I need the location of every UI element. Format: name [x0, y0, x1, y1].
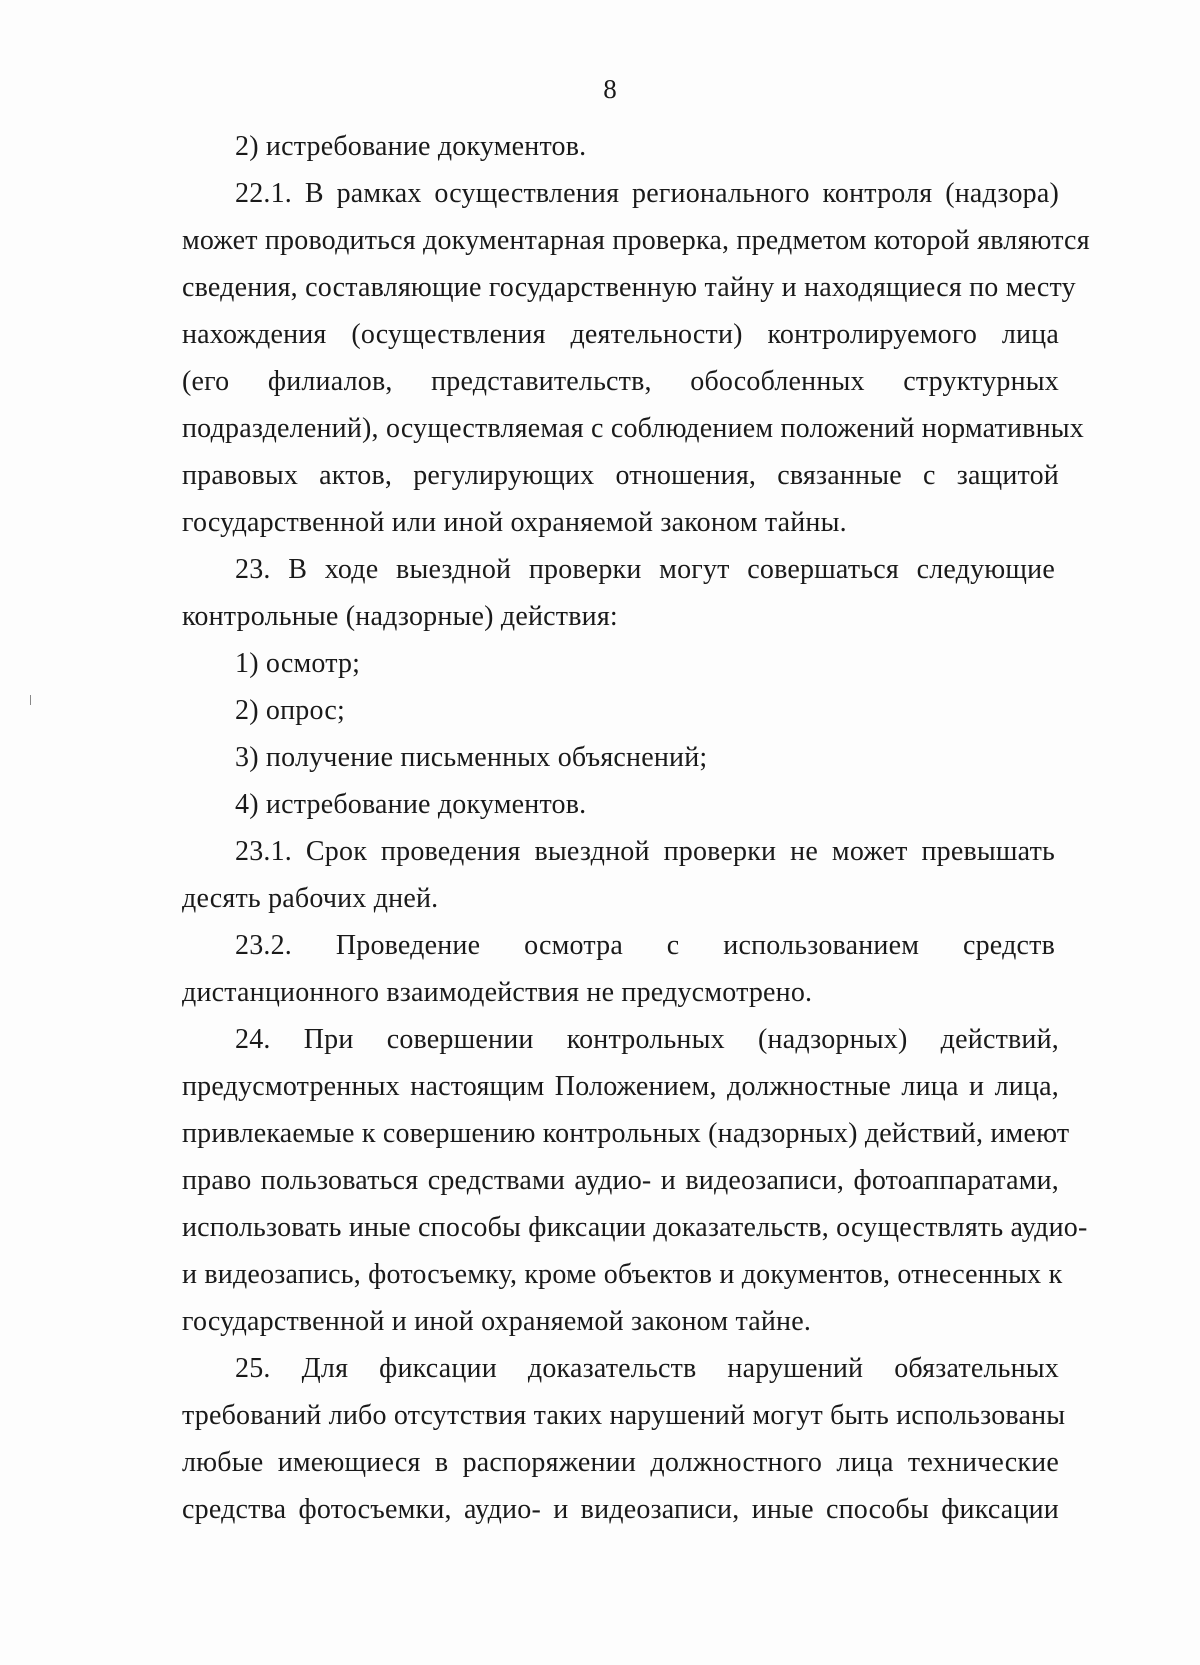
text-line: десять рабочих дней. — [182, 883, 439, 914]
text-line: 3) получение письменных объяснений; — [235, 742, 708, 773]
text-line: 22.1. В рамках осуществления регионального контроля (надзора) — [235, 178, 1059, 209]
text-line: требований либо отсутствия таких нарушений могут быть использованы — [182, 1400, 1066, 1431]
text-line: предусмотренных настоящим Положением, должностные лица и лица, — [182, 1071, 1059, 1102]
text-line: 23.1. Срок проведения выездной проверки не может превышать — [235, 836, 1055, 867]
text-line: подразделений), осуществляемая с соблюдением положений нормативных — [182, 413, 1084, 444]
text-line: дистанционного взаимодействия не предусмотрено. — [182, 977, 813, 1008]
text-line: 23.2. Проведение осмотра с использованием средств — [235, 930, 1055, 961]
text-line: нахождения (осуществления деятельности) контролируемого лица — [182, 319, 1059, 350]
page-number: 8 — [603, 74, 617, 104]
text-line: 2) опрос; — [235, 695, 346, 726]
text-line: сведения, составляющие государственную тайну и находящиеся по месту — [182, 272, 1076, 303]
text-line: 1) осмотр; — [235, 648, 361, 679]
text-line: 2) истребование документов. — [235, 131, 587, 162]
text-line: 24. При совершении контрольных (надзорных) действий, — [235, 1024, 1059, 1055]
text-line: любые имеющиеся в распоряжении должностного лица технические — [182, 1447, 1059, 1478]
scan-artifact — [30, 695, 31, 705]
document-body — [182, 123, 1090, 1533]
text-line: может проводиться документарная проверка, предметом которой являются — [182, 225, 1090, 256]
text-line: 23. В ходе выездной проверки могут совершаться следующие — [235, 554, 1055, 585]
text-line: использовать иные способы фиксации доказательств, осуществлять аудио- — [182, 1212, 1088, 1243]
text-line: 4) истребование документов. — [235, 789, 587, 820]
text-line: правовых актов, регулирующих отношения, связанные с защитой — [182, 460, 1059, 491]
text-line: 25. Для фиксации доказательств нарушений обязательных — [235, 1353, 1059, 1384]
text-line: средства фотосъемки, аудио- и видеозаписи, иные способы фиксации — [182, 1494, 1059, 1525]
text-line: и видеозапись, фотосъемку, кроме объектов и документов, отнесенных к — [182, 1259, 1063, 1290]
text-line: государственной и иной охраняемой законом тайне. — [182, 1306, 812, 1337]
text-line: контрольные (надзорные) действия: — [182, 601, 618, 632]
text-line: государственной или иной охраняемой законом тайны. — [182, 507, 847, 538]
text-line: привлекаемые к совершению контрольных (надзорных) действий, имеют — [182, 1118, 1070, 1149]
text-line: (его филиалов, представительств, обособленных структурных — [182, 366, 1059, 397]
text-line: право пользоваться средствами аудио- и видеозаписи, фотоаппаратами, — [182, 1165, 1059, 1196]
